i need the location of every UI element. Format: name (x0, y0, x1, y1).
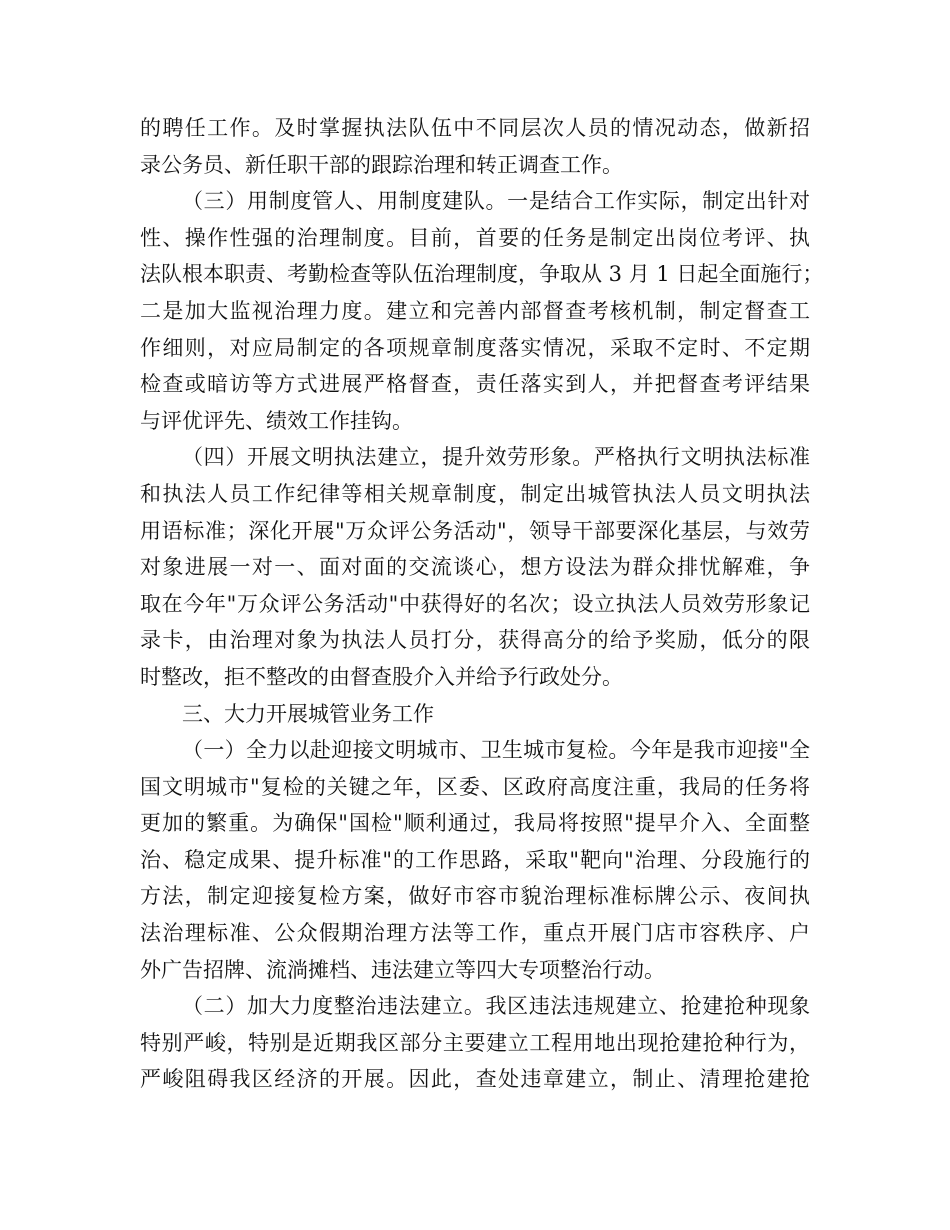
text-line: 与评优评先、绩效工作挂钩。 (140, 408, 413, 433)
document-page (140, 110, 824, 1098)
text-line: 用语标准；深化开展"万众评公务活动"，领导干部要深化基层，与效劳 (140, 518, 810, 543)
section-heading-2: （二）加大力度整治违法建立。我区违法违规建立、抢建抢种现象 (182, 994, 810, 1019)
text-line: 检查或暗访等方式进展严格督查，责任落实到人，并把督查考评结果 (140, 372, 810, 397)
text-line: 和执法人员工作纪律等相关规章制度，制定出城管执法人员文明执法 (140, 481, 810, 506)
text-line: 对象进展一对一、面对面的交流谈心，想方设法为群众排忧解难，争 (140, 555, 810, 580)
section-heading-3: （三）用制度管人、用制度建队。一是结合工作实际，制定出针对 (182, 189, 810, 214)
text-line: 国文明城市"复检的关键之年，区委、区政府高度注重，我局的任务将 (140, 774, 810, 799)
section-heading-1: （一）全力以赴迎接文明城市、卫生城市复检。今年是我市迎接"全 (182, 738, 810, 763)
text-line: 法治理标准、公众假期治理方法等工作，重点开展门店市容秩序、户 (140, 921, 810, 946)
chapter-heading: 三、大力开展城管业务工作 (182, 701, 434, 726)
text-line: 性、操作性强的治理制度。目前，首要的任务是制定出岗位考评、执 (140, 225, 810, 250)
text-line: 特别严峻，特别是近期我区部分主要建立工程用地出现抢建抢种行为， (140, 1030, 810, 1055)
text-line: 的聘任工作。及时掌握执法队伍中不同层次人员的情况动态，做新招 (140, 116, 810, 140)
text-line: 严峻阻碍我区经济的开展。因此，查处违章建立，制止、清理抢建抢 (140, 1067, 810, 1092)
text-line: 二是加大监视治理力度。建立和完善内部督查考核机制，制定督查工 (140, 298, 810, 323)
text-line: 治、稳定成果、提升标准"的工作思路，采取"靶向"治理、分段施行的 (140, 847, 810, 872)
section-heading-4: （四）开展文明执法建立，提升效劳形象。严格执行文明执法标准 (182, 445, 810, 470)
text-line: 录公务员、新任职干部的跟踪治理和转正调查工作。 (140, 152, 623, 177)
text-line: 外广告招牌、流淌摊档、违法建立等四大专项整治行动。 (140, 957, 665, 982)
text-line: 时整改，拒不整改的由督查股介入并给予行政处分。 (140, 664, 623, 689)
text-line: 更加的繁重。为确保"国检"顺利通过，我局将按照"提早介入、全面整 (140, 811, 810, 836)
text-line: 作细则，对应局制定的各项规章制度落实情况，采取不定时、不定期 (140, 335, 810, 360)
text-line: 录卡，由治理对象为执法人员打分，获得高分的给予奖励，低分的限 (140, 628, 810, 653)
text-line: 方法，制定迎接复检方案，做好市容市貌治理标准标牌公示、夜间执 (140, 884, 810, 909)
text-line: 取在今年"万众评公务活动"中获得好的名次；设立执法人员效劳形象记 (140, 591, 810, 616)
text-line: 法队根本职责、考勤检查等队伍治理制度，争取从 3 月 1 日起全面施行； (140, 262, 824, 287)
